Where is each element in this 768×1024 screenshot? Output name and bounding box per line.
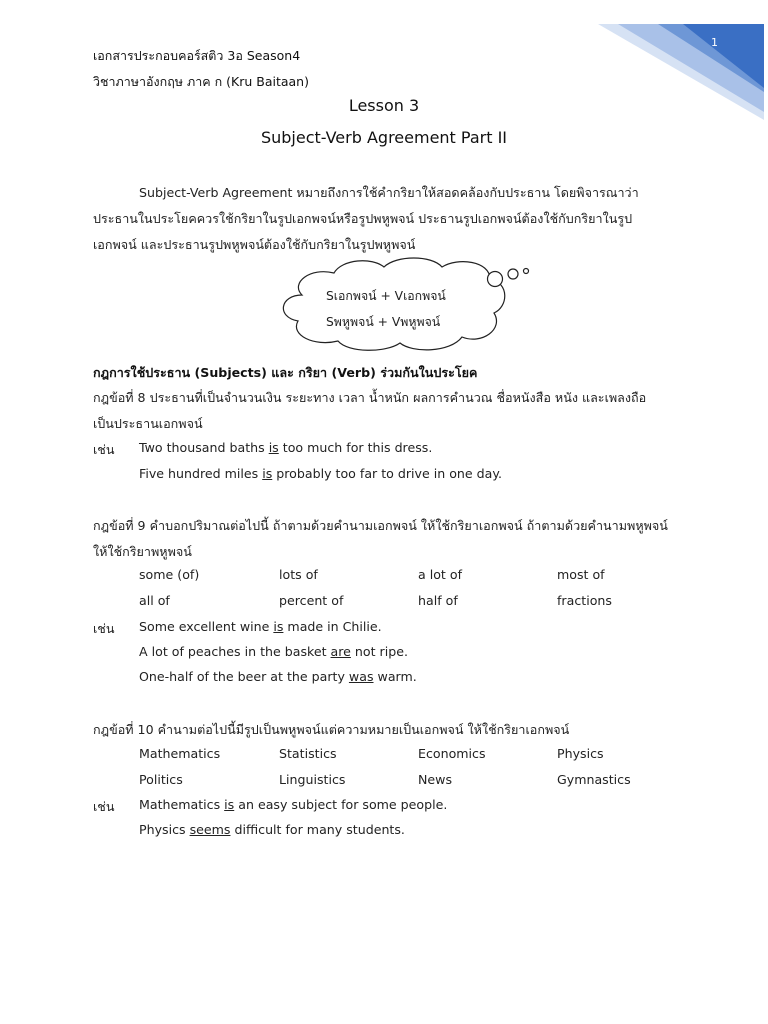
rule9-line-2: ให้ใช้กริยาพหูพจน์ — [93, 544, 192, 559]
lesson-subtitle: Subject-Verb Agreement Part II — [260, 128, 508, 147]
rule9-word: lots of — [279, 567, 318, 582]
lesson-title: Lesson 3 — [348, 96, 420, 115]
rule10-word: Mathematics — [139, 746, 221, 761]
rule9-example-2: A lot of peaches in the basket are not ripe. — [139, 644, 408, 659]
rule10-word: Physics — [557, 746, 604, 761]
intro-line-3: เอกพจน์ และประธานรูปพหูพจน์ต้องใช้กับกริยาในรูปพหูพจน์ — [93, 237, 416, 252]
rule9-word: some (of) — [139, 567, 200, 582]
rule9-word: percent of — [279, 593, 344, 608]
rule10-word: Statistics — [279, 746, 337, 761]
rule10-example-2: Physics seems difficult for many students. — [139, 822, 405, 837]
cloud-plural-rule: Sพหูพจน์ + Vพหูพจน์ — [326, 315, 441, 329]
rule8-line-1: กฎข้อที่ 8 ประธานที่เป็นจำนวนเงิน ระยะทาง เวลา น้ำหนัก ผลการคำนวณ ชื่อหนังสือ หนัง และเพลงถือ — [93, 390, 647, 405]
rule10-word: Politics — [139, 772, 183, 787]
rule10-example-label: เช่น — [93, 799, 115, 814]
cloud-singular-rule: Sเอกพจน์ + Vเอกพจน์ — [326, 289, 446, 303]
rule8-line-2: เป็นประธานเอกพจน์ — [93, 416, 203, 431]
verb: is — [268, 440, 279, 455]
rule9-word: a lot of — [418, 567, 463, 582]
verb: was — [348, 669, 374, 684]
rule8-example-label: เช่น — [93, 442, 115, 457]
header-subject: วิชาภาษาอังกฤษ ภาค ก (Kru Baitaan) — [93, 74, 309, 89]
verb: are — [330, 644, 351, 659]
verb: is — [262, 466, 273, 481]
rule9-example-1: Some excellent wine is made in Chilie. — [139, 619, 382, 634]
rule9-example-3: One-half of the beer at the party was warm. — [139, 669, 417, 684]
rule9-word: all of — [139, 593, 170, 608]
verb: is — [273, 619, 284, 634]
rule10-word: Gymnastics — [557, 772, 631, 787]
rule9-word: half of — [418, 593, 458, 608]
header-course: เอกสารประกอบคอร์สติว 3อ Season4 — [93, 48, 301, 63]
page-number: 1 — [711, 36, 718, 49]
rule9-word: most of — [557, 567, 605, 582]
rule9-line-1: กฎข้อที่ 9 คำบอกปริมาณต่อไปนี้ ถ้าตามด้วยคำนามเอกพจน์ ให้ใช้กริยาเอกพจน์ ถ้าตามด้วยคำนามพหูพจน์ — [93, 518, 668, 533]
rule10-example-1: Mathematics is an easy subject for some people. — [139, 797, 448, 812]
rule9-word: fractions — [557, 593, 612, 608]
intro-line-1: Subject-Verb Agreement หมายถึงการใช้คำกริยาให้สอดคล้องกับประธาน โดยพิจารณาว่า — [139, 185, 639, 200]
section-heading: กฎการใช้ประธาน (Subjects) และ กริยา (Verb) ร่วมกันในประโยค — [93, 365, 478, 380]
verb: seems — [189, 822, 231, 837]
rule10-word: News — [418, 772, 453, 787]
rule8-example-1: Two thousand baths is too much for this dress. — [139, 440, 433, 455]
rule9-example-label: เช่น — [93, 621, 115, 636]
rule10-line-1: กฎข้อที่ 10 คำนามต่อไปนี้มีรูปเป็นพหูพจน์แต่ความหมายเป็นเอกพจน์ ให้ใช้กริยาเอกพจน์ — [93, 722, 570, 737]
intro-line-2: ประธานในประโยคควรใช้กริยาในรูปเอกพจน์หรือรูปพหูพจน์ ประธานรูปเอกพจน์ต้องใช้กับกริยาในรูป — [93, 211, 633, 226]
rule8-example-2: Five hundred miles is probably too far to drive in one day. — [139, 466, 503, 481]
rule10-word: Economics — [418, 746, 486, 761]
rule10-word: Linguistics — [279, 772, 346, 787]
verb: is — [224, 797, 235, 812]
intro-paragraph — [93, 180, 683, 258]
